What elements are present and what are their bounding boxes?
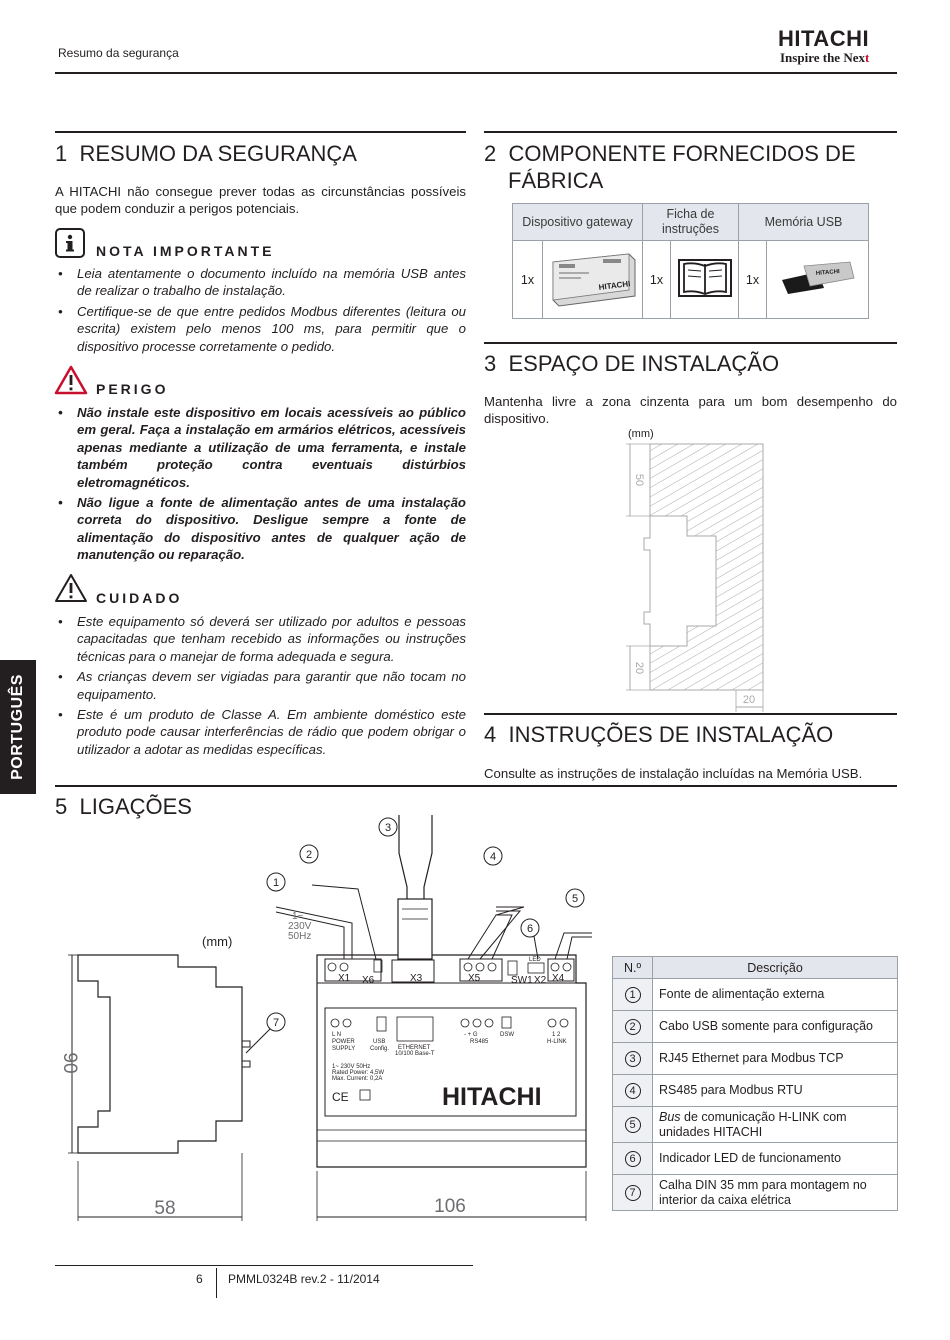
item-number: 6 (625, 1151, 641, 1167)
svg-text:1 2: 1 2 (552, 1032, 561, 1038)
table-row (613, 1107, 898, 1143)
table-header: Memória USB (739, 204, 869, 241)
svg-text:90: 90 (59, 1052, 80, 1074)
table-row (613, 1043, 898, 1075)
table-row (613, 1075, 898, 1107)
page-number: 6 (196, 1272, 203, 1286)
list-item: • Leia atentamente o documento incluído na memória USB antes de realizar o trabalho de instalação. (55, 265, 466, 300)
warning-icon (54, 365, 88, 395)
svg-text:Rated Power: 4,5W: Rated Power: 4,5W (332, 1070, 385, 1076)
quantity: 1x (739, 241, 767, 319)
section-2-title: 2 COMPONENTE FORNECIDOS DE (484, 141, 856, 166)
svg-text:X2: X2 (534, 975, 547, 986)
svg-text:ETHERNET: ETHERNET (398, 1045, 431, 1051)
danger-title: PERIGO (96, 381, 169, 397)
section-2-title-cont: FÁBRICA (508, 168, 604, 193)
svg-text:7: 7 (272, 1017, 280, 1029)
svg-text:SW1: SW1 (511, 975, 533, 986)
item-description: Bus de comunicação H-LINK com unidades HITACHI (653, 1107, 898, 1143)
svg-text:CE: CE (332, 1090, 349, 1104)
svg-text:1: 1 (272, 877, 280, 889)
item-number: 7 (625, 1185, 641, 1201)
svg-text:20: 20 (633, 661, 645, 675)
table-header: N.º (613, 957, 653, 979)
table-row (613, 979, 898, 1011)
svg-text:106: 106 (434, 1196, 466, 1217)
section-rule (484, 342, 897, 344)
footer-divider (216, 1268, 217, 1298)
svg-text:L N: L N (332, 1032, 342, 1038)
caution-list (55, 613, 466, 761)
svg-text:6: 6 (526, 923, 534, 935)
description-table (612, 956, 898, 1211)
section-rule (55, 131, 466, 133)
footer-rule (55, 1265, 473, 1266)
installation-space-diagram (600, 424, 780, 714)
section-4-title: 4 INSTRUÇÕES DE INSTALAÇÃO (484, 722, 834, 747)
gateway-image (543, 241, 643, 319)
svg-text:POWER: POWER (332, 1039, 355, 1045)
list-item: • Este equipamento só deverá ser utilizado por adultos e pessoas capacitadas que tenham recebido as informações ou instruções técnicas para o manejar de forma adequada e segura. (55, 613, 466, 665)
list-item: • Não ligue a fonte de alimentação antes de uma instalação correta do dispositivo. Desligue sempre a fonte de alimentação do dispositivo antes de qualquer ação de manutenção ou reparação. (55, 494, 466, 564)
svg-text:Max. Current: 0,2A: Max. Current: 0,2A (332, 1076, 383, 1082)
svg-text:20: 20 (742, 694, 756, 706)
section-rule (484, 713, 897, 715)
item-number: 2 (625, 1019, 641, 1035)
svg-text:2: 2 (305, 849, 313, 861)
section-1-title: 1 RESUMO DA SEGURANÇA (55, 141, 357, 166)
svg-text:5: 5 (571, 893, 579, 905)
svg-text:HITACHI: HITACHI (442, 1083, 542, 1111)
table-header: Ficha de instruções (643, 204, 739, 241)
note-title: NOTA IMPORTANTE (96, 243, 275, 259)
item-number: 5 (625, 1117, 641, 1133)
table-row (613, 1011, 898, 1043)
svg-text:USB: USB (373, 1039, 386, 1045)
svg-text:3: 3 (384, 822, 392, 834)
svg-text:58: 58 (154, 1198, 176, 1219)
table-header: Descrição (653, 957, 898, 979)
section-rule (55, 785, 897, 787)
svg-text:10/100 Base-T: 10/100 Base-T (395, 1051, 435, 1057)
svg-text:X3: X3 (410, 973, 423, 984)
quantity: 1x (513, 241, 543, 319)
section-rule (484, 131, 897, 133)
svg-text:X6: X6 (362, 975, 375, 986)
danger-list (55, 404, 466, 567)
hitachi-logo: HITACHI (778, 26, 870, 51)
svg-text:230V: 230V (288, 921, 312, 932)
note-list (55, 265, 466, 358)
tagline: Inspire the Next (780, 50, 870, 65)
caution-icon (54, 573, 88, 603)
svg-text:H-LINK: H-LINK (547, 1039, 567, 1045)
item-number: 3 (625, 1051, 641, 1067)
language-tab: PORTUGUÊS (0, 660, 36, 794)
svg-text:X5: X5 (468, 973, 481, 984)
svg-text:X4: X4 (552, 973, 565, 984)
svg-text:HITACHI: HITACHI (815, 268, 840, 277)
list-item: • Não instale este dispositivo em locais acessíveis ao público em geral. Faça a instalação em armários elétricos, acessíveis apenas mediante a utilização de uma ferramenta, e instale também proteção contra eventuais distúrbios eletromagnéticos. (55, 404, 466, 491)
svg-text:(mm): (mm) (628, 428, 654, 440)
item-description: Fonte de alimentação externa (653, 979, 898, 1011)
svg-text:50: 50 (633, 473, 645, 487)
item-number: 4 (625, 1083, 641, 1099)
item-description: Calha DIN 35 mm para montagem no interior da caixa elétrica (653, 1175, 898, 1211)
header-rule (55, 72, 897, 74)
section-5-title: 5 LIGAÇÕES (55, 794, 192, 819)
table-row (613, 1143, 898, 1175)
svg-text:(mm): (mm) (202, 934, 233, 949)
table-row (613, 1175, 898, 1211)
info-icon (55, 228, 85, 258)
section-3-text: Mantenha livre a zona cinzenta para um bom desempenho do dispositivo. (484, 394, 897, 426)
item-description: Indicador LED de funcionamento (653, 1143, 898, 1175)
quantity: 1x (643, 241, 671, 319)
svg-text:HITACHI: HITACHI (597, 279, 631, 292)
item-number: 1 (625, 987, 641, 1003)
section-4-text: Consulte as instruções de instalação incluídas na Memória USB. (484, 766, 863, 781)
svg-text:SUPPLY: SUPPLY (332, 1046, 356, 1052)
svg-text:Config.: Config. (370, 1046, 390, 1052)
components-table (512, 203, 869, 319)
list-item: • As crianças devem ser vigiadas para garantir que não tocam no equipamento. (55, 668, 466, 703)
running-header: Resumo da segurança (58, 46, 179, 60)
section-1-intro: A HITACHI não consegue prever todas as circunstâncias possíveis que podem conduzir a perigos potenciais. (55, 184, 466, 216)
usb-stick-image (767, 241, 869, 319)
list-item: • Este é um produto de Classe A. Em ambiente doméstico este produto pode causar interferências de rádio que podem obrigar o utilizador a adotar as medidas específicas. (55, 706, 466, 758)
book-icon (671, 241, 739, 319)
svg-text:RS485: RS485 (470, 1039, 489, 1045)
item-description: Cabo USB somente para configuração (653, 1011, 898, 1043)
svg-text:4: 4 (489, 851, 497, 863)
table-header: Dispositivo gateway (513, 204, 643, 241)
svg-text:LED: LED (529, 957, 541, 963)
document-reference: PMML0324B rev.2 - 11/2014 (228, 1272, 380, 1286)
svg-text:DSW: DSW (500, 1032, 514, 1038)
svg-text:- + G: - + G (464, 1032, 478, 1038)
item-description: RS485 para Modbus RTU (653, 1075, 898, 1107)
svg-text:1~ 230V 50Hz: 1~ 230V 50Hz (332, 1064, 371, 1070)
svg-text:X1: X1 (338, 973, 351, 984)
section-3-title: 3 ESPAÇO DE INSTALAÇÃO (484, 351, 780, 376)
list-item: • Certifique-se de que entre pedidos Modbus diferentes (leitura ou escrita) existem pelo menos 100 ms, para permitir que o dispositivo processe corretamente o pedido. (55, 303, 466, 355)
caution-title: CUIDADO (96, 590, 183, 606)
item-description: RJ45 Ethernet para Modbus TCP (653, 1043, 898, 1075)
connections-diagram (40, 815, 610, 1230)
svg-text:50Hz: 50Hz (288, 931, 312, 942)
svg-text:1~: 1~ (292, 911, 304, 922)
